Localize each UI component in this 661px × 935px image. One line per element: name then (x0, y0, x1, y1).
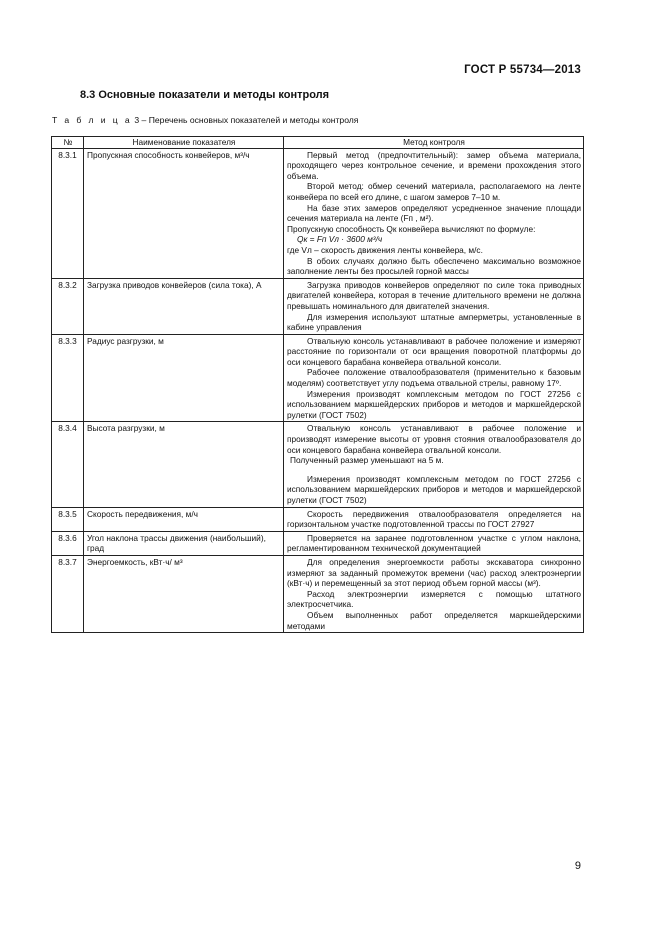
row-number: 8.3.5 (52, 507, 84, 531)
method-paragraph: Объем выполненных работ определяется маркшейдерскими методами (287, 609, 581, 631)
row-number: 8.3.1 (52, 148, 84, 278)
method-paragraph: Второй метод: обмер сечений материала, располагаемого на ленте конвейера по всей его длине, с шагом замеров 7–10 м. (287, 181, 581, 202)
control-method (284, 334, 584, 422)
table-caption (52, 115, 358, 125)
row-number: 8.3.3 (52, 334, 84, 422)
control-method (284, 422, 584, 507)
table-row (52, 334, 584, 422)
method-paragraph: В обоих случаях должно быть обеспечено максимально возможное заполнение ленты без просылей горной массы (287, 255, 581, 277)
table-row (52, 278, 584, 334)
standard-number: ГОСТ Р 55734—2013 (464, 64, 581, 76)
control-method (284, 555, 584, 632)
control-method (284, 507, 584, 531)
table-row (52, 422, 584, 507)
table-caption-prefix: Т а б л и ц а (52, 115, 132, 125)
row-number: 8.3.6 (52, 531, 84, 555)
control-method (284, 278, 584, 334)
indicator-name: Высота разгрузки, м (84, 422, 284, 507)
method-paragraph: Измерения производят комплексным методом по ГОСТ 27256 с использованием маркшейдерских приборов и методов и маркшейдерской рулетки (ГОСТ 7502) (287, 473, 581, 505)
method-paragraph: Для определения энергоемкости работы экскаватора синхронно измеряют за заданный промежуток времени (час) расход электроэнергии (кВт·ч) и перемещенный за этот период объем горной массы (м³). (287, 556, 581, 589)
method-paragraph: Скорость передвижения отвалообразователя определяется на горизонтальном участке подготовленной трассы по ГОСТ 27927 (287, 508, 581, 530)
table-row (52, 148, 584, 278)
formula-legend: где Vл – скорость движения ленты конвейера, м/с. (287, 244, 483, 255)
method-paragraph: Отвальную консоль устанавливают в рабочее положение и измеряют расстояние по горизонтали от оси вращения поворотной платформы до оси концевого барабана конвейера отвальной консоли. (287, 335, 581, 367)
indicator-name: Пропускная способность конвейеров, м³/ч (84, 148, 284, 278)
method-paragraph: Полученный размер уменьшают на 5 м. (290, 455, 444, 466)
header-number: № (52, 137, 84, 149)
method-paragraph: Проверяется на заранее подготовленном участке с углом наклона, регламентированном технической документацией (287, 532, 581, 554)
method-paragraph: Для измерения используют штатные амперметры, установленные в кабине управления (287, 311, 581, 333)
formula: Qк = Fп Vл · 3600 м³/ч (297, 234, 383, 245)
method-paragraph: Расход электроэнергии измеряется с помощью штатного электросчетчика. (287, 588, 581, 610)
method-paragraph: Измерения производят комплексным методом по ГОСТ 27256 с использованием маркшейдерских приборов и методов и маркшейдерской рулетки (ГОСТ 7502) (287, 388, 581, 420)
table-caption-text: 3 – Перечень основных показателей и методы контроля (132, 115, 359, 125)
method-paragraph: Отвальную консоль устанавливают в рабочее положение и производят измерение высоты от уровня стояния отвалообразователя до оси концевого барабана конвейера отвальной консоли. (287, 423, 581, 455)
row-number: 8.3.4 (52, 422, 84, 507)
header-indicator-name: Наименование показателя (84, 137, 284, 149)
row-number: 8.3.2 (52, 278, 84, 334)
indicator-name: Загрузка приводов конвейеров (сила тока), А (84, 278, 284, 334)
page-number: 9 (574, 860, 581, 872)
method-paragraph: На базе этих замеров определяют усредненное значение площади сечения материала на ленте (Fп , м²). (287, 202, 581, 224)
method-paragraph: Загрузка приводов конвейеров определяют по силе тока приводных двигателей конвейера, которая в течение длительного времени не должна превышать номинального для двигателей значения. (287, 279, 581, 311)
row-number: 8.3.7 (52, 555, 84, 632)
method-paragraph: Пропускную способность Qк конвейера вычисляют по формуле: (287, 223, 536, 234)
method-paragraph: Первый метод (предпочтительный): замер объема материала, проходящего через контрольное сечение, и времени прохождения этого объема. (287, 149, 581, 181)
indicator-name: Энергоемкость, кВт·ч/ м³ (84, 555, 284, 632)
header-control-method: Метод контроля (284, 137, 584, 149)
method-paragraph: Рабочее положение отвалообразователя (применительно к базовым моделям) соответствует углу подъема отвальной стрелы, равному 17º. (287, 367, 581, 389)
section-title: 8.3 Основные показатели и методы контроля (80, 89, 330, 101)
indicators-table (51, 136, 584, 633)
indicator-name: Радиус разгрузки, м (84, 334, 284, 422)
indicator-name: Скорость передвижения, м/ч (84, 507, 284, 531)
table-row (52, 507, 584, 531)
table-header-row (52, 137, 584, 149)
table-row (52, 555, 584, 632)
indicator-name: Угол наклона трассы движения (наибольший), град (84, 531, 284, 555)
control-method (284, 531, 584, 555)
control-method (284, 148, 584, 278)
table-row (52, 531, 584, 555)
